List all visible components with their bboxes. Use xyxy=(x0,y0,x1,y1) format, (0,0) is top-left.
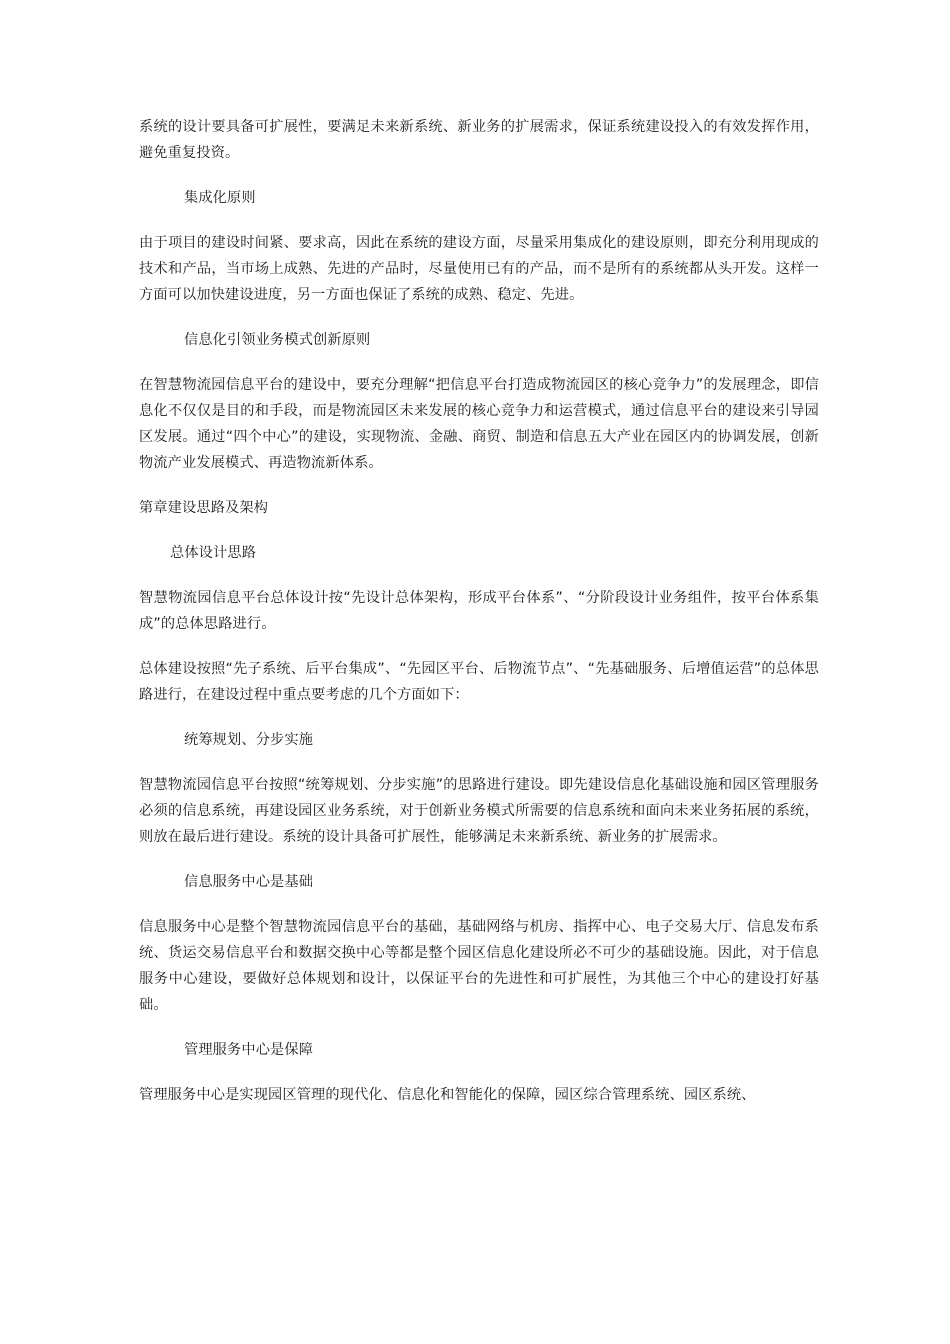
heading-integration-principle: 集成化原则 xyxy=(184,190,256,206)
heading-info-service-center: 信息服务中心是基础 xyxy=(184,874,314,890)
paragraph-informatization: 在智慧物流园信息平台的建设中，要充分理解“把信息平台打造成物流园区的核心竞争力”的发展理念，即信息化不仅仅是目的和手段，而是物流园区未来发展的核心竞争力和运营模式，通过信息平台的建设来引导园区发展。通过“四个中心”的建设，实现物流、金融、商贸、制造和信息五大产业在园区内的协调发展，创新物流产业发展模式、再造物流新体系。 xyxy=(139,377,819,471)
document-page xyxy=(139,114,819,1127)
section-title-overall-design: 总体设计思路 xyxy=(170,545,257,561)
paragraph-management-center: 管理服务中心是实现园区管理的现代化、信息化和智能化的保障，园区综合管理系统、园区系统、 xyxy=(139,1087,756,1103)
paragraph-integration: 由于项目的建设时间紧、要求高，因此在系统的建设方面，尽量采用集成化的建设原则，即充分利用现成的技术和产品，当市场上成熟、先进的产品时，尽量使用已有的产品，而不是所有的系统都从头开发。这样一方面可以加快建设进度，另一方面也保证了系统的成熟、稳定、先进。 xyxy=(139,235,819,303)
paragraph-scalability: 系统的设计要具备可扩展性，要满足未来新系统、新业务的扩展需求，保证系统建设投入的有效发挥作用，避免重复投资。 xyxy=(139,119,819,161)
heading-informatization-principle: 信息化引领业务模式创新原则 xyxy=(184,332,371,348)
heading-planning: 统筹规划、分步实施 xyxy=(184,732,314,748)
paragraph-planning: 智慧物流园信息平台按照“统筹规划、分步实施”的思路进行建设。即先建设信息化基础设施和园区管理服务必须的信息系统，再建设园区业务系统，对于创新业务模式所需要的信息系统和面向未来业务拓展的系统，则放在最后进行建设。系统的设计具备可扩展性，能够满足未来新系统、新业务的扩展需求。 xyxy=(139,777,819,845)
heading-management-center: 管理服务中心是保障 xyxy=(184,1042,314,1058)
paragraph-info-service-center: 信息服务中心是整个智慧物流园信息平台的基础，基础网络与机房、指挥中心、电子交易大厅、信息发布系统、货运交易信息平台和数据交换中心等都是整个园区信息化建设所必不可少的基础设施。因此，对于信息服务中心建设，要做好总体规划和设计，以保证平台的先进性和可扩展性，为其他三个中心的建设打好基础。 xyxy=(139,919,819,1013)
paragraph-overall-design: 智慧物流园信息平台总体设计按“先设计总体架构，形成平台体系”、“分阶段设计业务组件，按平台体系集成”的总体思路进行。 xyxy=(139,590,819,632)
paragraph-overall-construction: 总体建设按照“先子系统、后平台集成”、“先园区平台、后物流节点”、“先基础服务、后增值运营”的总体思路进行，在建设过程中重点要考虑的几个方面如下： xyxy=(139,661,819,703)
chapter-title: 第章建设思路及架构 xyxy=(139,500,269,516)
